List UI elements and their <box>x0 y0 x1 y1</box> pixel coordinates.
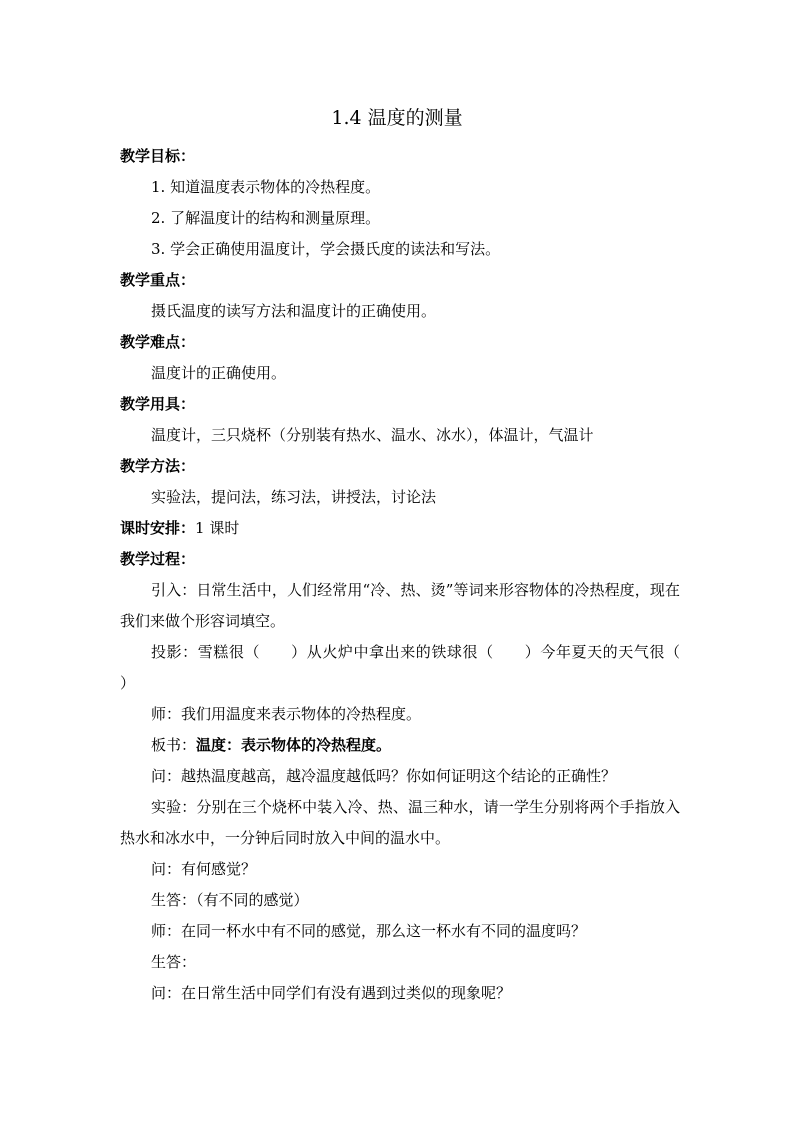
difficulties-heading: 教学难点： <box>120 333 196 351</box>
goals-heading: 教学目标： <box>120 147 196 165</box>
process-student-2: 生答： <box>151 953 197 971</box>
process-projection: 投影：雪糕很（ ）从火炉中拿出来的铁球很（ ）今年夏天的天气很（ ） <box>120 643 711 692</box>
page-title: 1.4 温度的测量 <box>331 107 463 129</box>
process-intro: 引入：日常生活中，人们经常用“冷、热、烫”等词来形容物体的冷热程度，现在我们来做个形容词填空。 <box>120 581 680 630</box>
tools-heading: 教学用具： <box>120 395 196 413</box>
tools-text: 温度计，三只烧杯（分别装有热水、温水、冰水），体温计，气温计 <box>151 426 594 444</box>
process-experiment: 实验：分别在三个烧杯中装入冷、热、温三种水，请一学生分别将两个手指放入热水和冰水中，一分钟后同时放入中间的温水中。 <box>120 798 680 847</box>
board-prefix: 板书： <box>151 736 197 754</box>
methods-heading: 教学方法： <box>120 457 196 475</box>
process-heading: 教学过程： <box>120 550 196 568</box>
key-points-text: 摄氏温度的读写方法和温度计的正确使用。 <box>151 302 437 320</box>
key-points-heading: 教学重点： <box>120 271 196 289</box>
process-question-1: 问：越热温度越高，越冷温度越低吗？你如何证明这个结论的正确性？ <box>151 767 617 785</box>
methods-text: 实验法，提问法，练习法，讲授法，讨论法 <box>151 488 437 506</box>
process-student-1: 生答：（有不同的感觉） <box>151 891 309 909</box>
difficulties-text: 温度计的正确使用。 <box>151 364 287 382</box>
schedule-heading: 课时安排： <box>120 519 196 537</box>
process-question-2: 问：有何感觉？ <box>151 860 257 878</box>
process-question-3: 问：在日常生活中同学们有没有遇到过类似的现象呢？ <box>151 984 512 1002</box>
process-teacher-2: 师：在同一杯水中有不同的感觉，那么这一杯水有不同的温度吗？ <box>151 922 587 940</box>
schedule-row <box>120 513 680 544</box>
process-board-row <box>120 730 680 761</box>
lesson-plan-body <box>120 141 711 1009</box>
process-teacher-1: 师：我们用温度来表示物体的冷热程度。 <box>151 705 422 723</box>
schedule-text: 1 课时 <box>195 519 240 537</box>
board-bold-text: 温度：表示物体的冷热程度。 <box>196 736 392 754</box>
goal-item-1: 1. 知道温度表示物体的冷热程度。 <box>151 178 381 196</box>
goal-item-3: 3. 学会正确使用温度计，学会摄氏度的读法和写法。 <box>151 240 501 258</box>
goal-item-2: 2. 了解温度计的结构和测量原理。 <box>151 209 381 227</box>
